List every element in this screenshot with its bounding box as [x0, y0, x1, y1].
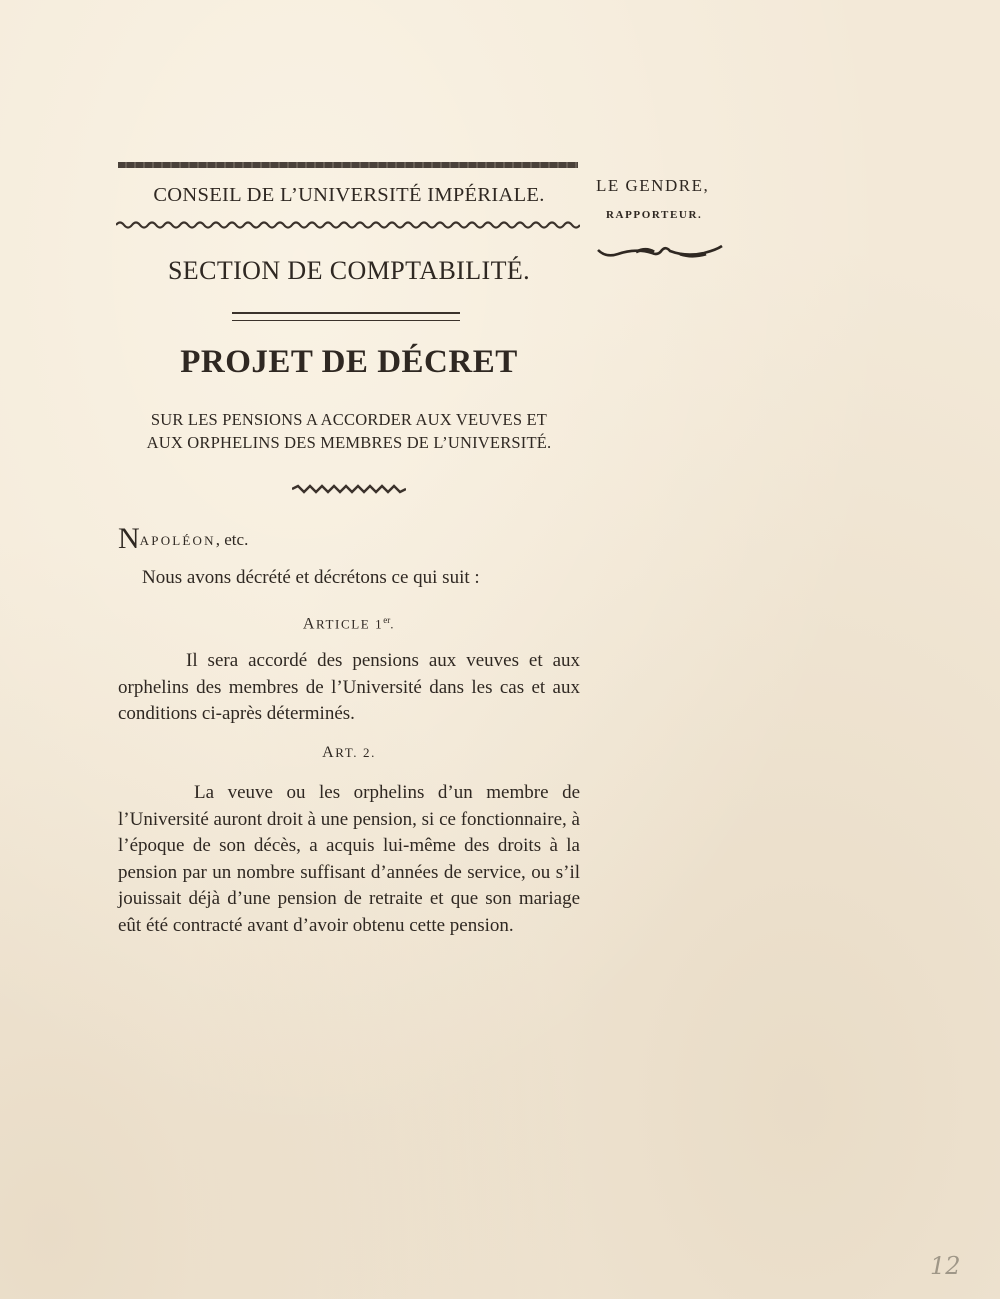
flourish-ornament	[596, 244, 724, 262]
article-2-text: La veuve ou les orphelins d’un membre de l’Université auront droit à une pension, si ce fonctionnaire, à l’époque de son décès, a acquis lui-même des droits à la pension par un nombre suffisant d’années de service, ou s’il jouissait déjà d’une pension de retraite et que son mariage eût été contracté avant d’avoir obtenu cette pension.	[118, 782, 580, 936]
decree-line: Nous avons décrété et décrétons ce qui suit :	[142, 567, 480, 588]
article-2-heading-rest: RT. 2.	[335, 745, 376, 760]
section-heading: SECTION DE COMPTABILITÉ.	[167, 256, 531, 285]
name-small-caps: APOLÉON	[139, 533, 216, 548]
article-1-heading-rest: RTICLE 1	[316, 616, 384, 632]
wavy-rule	[116, 218, 580, 232]
double-rule	[232, 312, 460, 321]
top-thick-rule	[118, 162, 578, 168]
article-1-heading-sup: er	[383, 615, 391, 625]
dropcap-letter: N	[118, 522, 140, 555]
council-heading: CONSEIL DE L’UNIVERSITÉ IMPÉRIALE.	[153, 184, 545, 206]
article-2-heading	[118, 744, 580, 762]
rapporteur-name: LE GENDRE,	[596, 176, 710, 195]
article-1-heading	[118, 615, 580, 633]
pencil-annotation: 12	[930, 1252, 961, 1280]
article-1-heading-initial: A	[302, 615, 317, 633]
subtitle-line-2: AUX ORPHELINS DES MEMBRES DE L’UNIVERSITÉ.	[146, 433, 552, 452]
article-2-heading-initial: A	[322, 744, 336, 761]
ornament-divider	[292, 484, 406, 494]
preamble-name	[118, 524, 248, 554]
decree-subtitle	[118, 408, 580, 454]
article-1-heading-end: .	[390, 616, 396, 632]
article-1-text: Il sera accordé des pensions aux veuves et aux orphelins des membres de l’Université dans les cas et aux conditions ci-après déterminés.	[118, 650, 580, 724]
subtitle-line-1: SUR LES PENSIONS A ACCORDER AUX VEUVES ET	[150, 410, 548, 429]
rapporteur-role: RAPPORTEUR.	[606, 209, 703, 221]
name-suffix: , etc.	[215, 530, 249, 549]
decree-title: PROJET DE DÉCRET	[180, 344, 518, 380]
